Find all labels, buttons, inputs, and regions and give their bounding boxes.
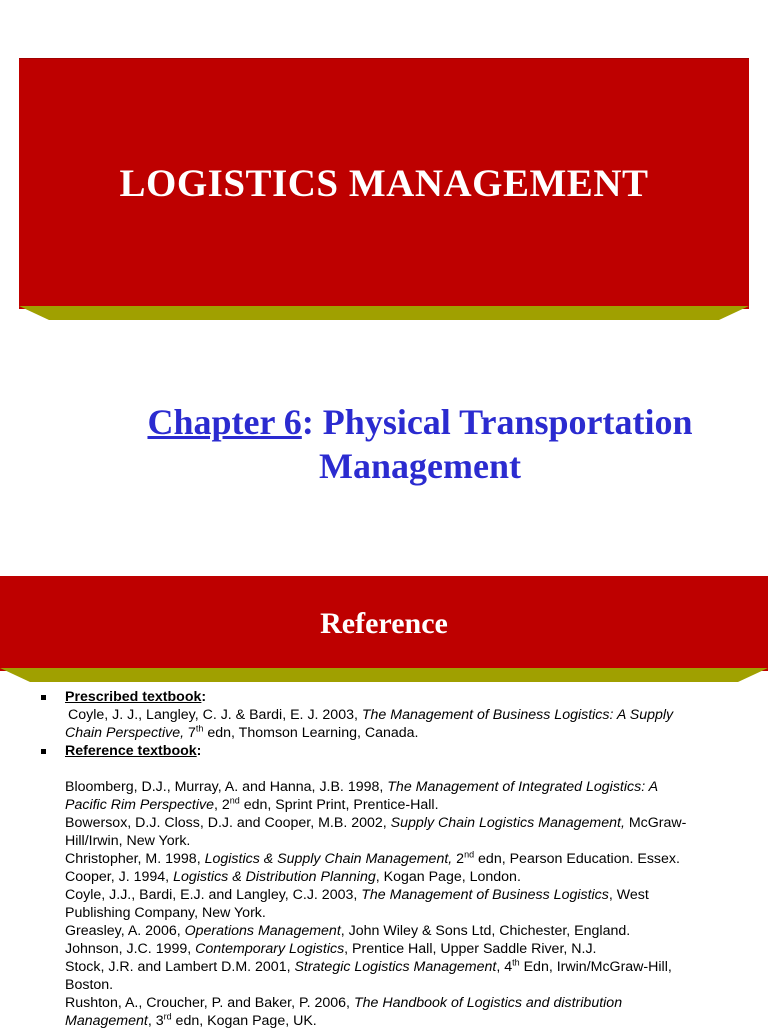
- title-banner-shadow: [19, 306, 749, 320]
- reference-entry-cont: Publishing Company, New York.: [65, 905, 266, 921]
- bullet-icon: [41, 695, 46, 700]
- reference-slide: [0, 560, 768, 1029]
- prescribed-entry-line2: Chain Perspective, 7th edn, Thomson Learning, Canada.: [65, 723, 419, 741]
- chapter-subtitle: [80, 400, 760, 488]
- reference-entry-cont: Pacific Rim Perspective, 2nd edn, Sprint Print, Prentice-Hall.: [65, 795, 439, 813]
- chapter-link[interactable]: Chapter 6: [147, 402, 302, 442]
- prescribed-heading-item: Prescribed textbook:: [0, 688, 768, 706]
- main-title: LOGISTICS MANAGEMENT: [119, 161, 649, 205]
- reference-entry: Cooper, J. 1994, Logistics & Distribution Planning, Kogan Page, London.: [65, 869, 521, 885]
- reference-entry-cont: Boston.: [65, 977, 114, 993]
- reference-entry: Johnson, J.C. 1999, Contemporary Logistics, Prentice Hall, Upper Saddle River, N.J.: [65, 941, 597, 957]
- chapter-title-part: : Physical Transportation: [301, 402, 693, 442]
- reference-entry-cont: Management, 3rd edn, Kogan Page, UK.: [65, 1011, 317, 1029]
- bullet-icon: [41, 749, 46, 754]
- prescribed-heading: Prescribed textbook: [65, 689, 202, 705]
- reference-heading-item: Reference textbook:: [0, 742, 768, 760]
- reference-entry: Stock, J.R. and Lambert D.M. 2001, Strategic Logistics Management, 4th Edn, Irwin/McGraw-Hill,: [65, 957, 672, 975]
- reference-entry: Rushton, A., Croucher, P. and Baker, P. 2006, The Handbook of Logistics and distribution: [65, 995, 623, 1011]
- reference-title: Reference: [320, 606, 448, 640]
- reference-entry-cont: Hill/Irwin, New York.: [65, 833, 191, 849]
- reference-entry: Christopher, M. 1998, Logistics & Supply Chain Management, 2nd edn, Pearson Education. Essex.: [65, 849, 680, 867]
- reference-entry: Bowersox, D.J. Closs, D.J. and Cooper, M.B. 2002, Supply Chain Logistics Management, McGraw-: [65, 815, 687, 831]
- reference-heading: Reference textbook: [65, 743, 197, 759]
- reference-entry: Greasley, A. 2006, Operations Management, John Wiley & Sons Ltd, Chichester, England.: [65, 923, 631, 939]
- reference-entry: Coyle, J.J., Bardi, E.J. and Langley, C.J. 2003, The Management of Business Logistics, West: [65, 887, 649, 903]
- reference-list: [0, 688, 768, 1030]
- prescribed-entry: Coyle, J. J., Langley, C. J. & Bardi, E. J. 2003, The Management of Business Logistics: A Supply: [68, 707, 674, 723]
- reference-entry: Bloomberg, D.J., Murray, A. and Hanna, J.B. 1998, The Management of Integrated Logistics: A: [65, 779, 659, 795]
- chapter-title-line2: Management: [319, 446, 521, 486]
